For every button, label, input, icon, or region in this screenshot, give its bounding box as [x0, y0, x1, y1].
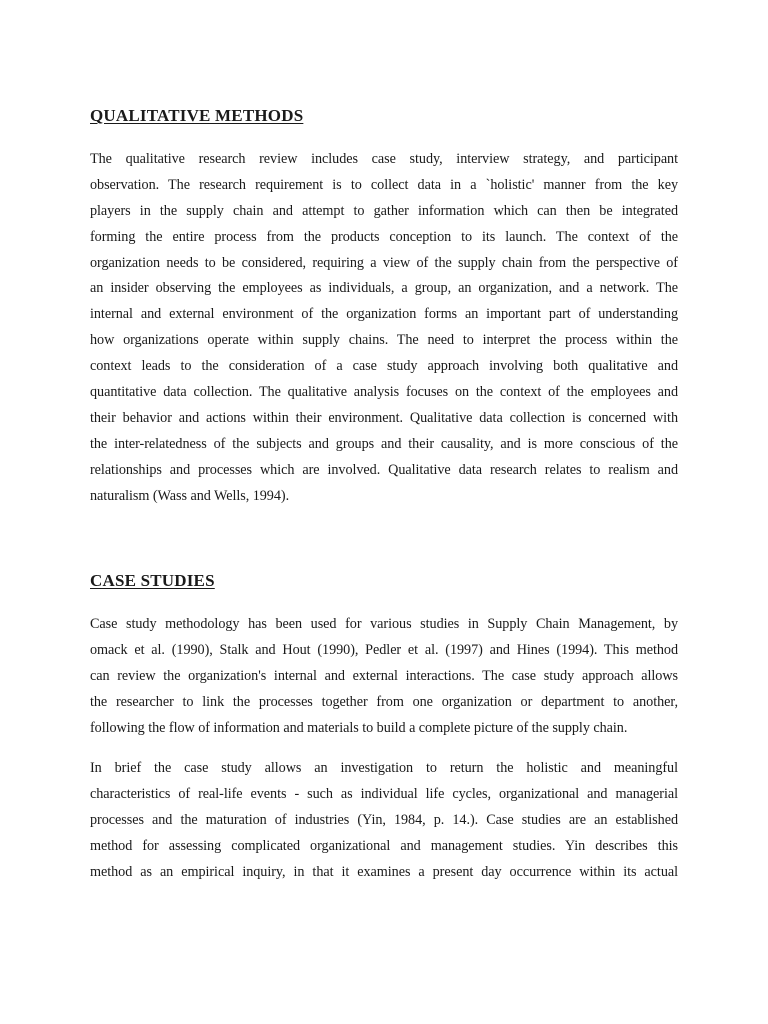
text-line: how organizations operate within supply chains. The need to interpret the process within the — [90, 332, 678, 349]
text-line: In brief the case study allows an investigation to return the holistic and meaningful — [90, 760, 678, 776]
section-heading-case-studies: CASE STUDIES — [90, 571, 215, 590]
text-line: an insider observing the employees as individuals, a group, an organization, and a network. The — [90, 280, 678, 297]
text-line: relationships and processes which are involved. Qualitative data research relates to realism and — [90, 461, 678, 478]
text-line: observation. The research requirement is to collect data in a `holistic' manner from the key — [90, 176, 678, 193]
text-line: players in the supply chain and attempt to gather information which can then be integrated — [90, 202, 678, 219]
text-line: organization needs to be considered, requiring a view of the supply chain from the perspective of — [90, 254, 678, 271]
text-line: context leads to the consideration of a case study approach involving both qualitative and — [90, 358, 678, 375]
text-line: omack et al. (1990), Stalk and Hout (1990), Pedler et al. (1997) and Hines (1994). This method — [90, 641, 678, 658]
text-line: naturalism (Wass and Wells, 1994). — [90, 487, 290, 504]
text-line: can review the organization's internal and external interactions. The case study approach allows — [90, 667, 678, 684]
case-studies-paragraph-1 — [90, 612, 678, 741]
text-line: characteristics of real-life events - such as individual life cycles, organizational and managerial — [90, 785, 678, 802]
text-line: The qualitative research review includes case study, interview strategy, and participant — [90, 151, 678, 167]
text-line: Case study methodology has been used for various studies in Supply Chain Management, by — [90, 616, 678, 632]
case-studies-paragraph-2 — [90, 756, 678, 885]
section-heading-qualitative-methods: QUALITATIVE METHODS — [90, 106, 304, 125]
text-line: processes and the maturation of industries (Yin, 1984, p. 14.). Case studies are an established — [90, 811, 678, 828]
text-line: forming the entire process from the products conception to its launch. The context of the — [90, 228, 678, 245]
text-line: following the flow of information and materials to build a complete picture of the supply chain. — [90, 719, 628, 736]
text-line: internal and external environment of the organization forms an important part of understanding — [90, 306, 678, 323]
text-line: their behavior and actions within their environment. Qualitative data collection is concerned with — [90, 409, 678, 426]
qualitative-methods-paragraph — [90, 147, 678, 509]
text-line: the researcher to link the processes together from one organization or department to another, — [90, 693, 678, 710]
text-line: the inter-relatedness of the subjects and groups and their causality, and is more conscious of the — [90, 435, 678, 452]
text-line: method as an empirical inquiry, in that it examines a present day occurrence within its actual — [90, 863, 678, 880]
text-line: method for assessing complicated organizational and management studies. Yin describes this — [90, 837, 678, 854]
text-line: quantitative data collection. The qualitative analysis focuses on the context of the employees and — [90, 384, 678, 401]
